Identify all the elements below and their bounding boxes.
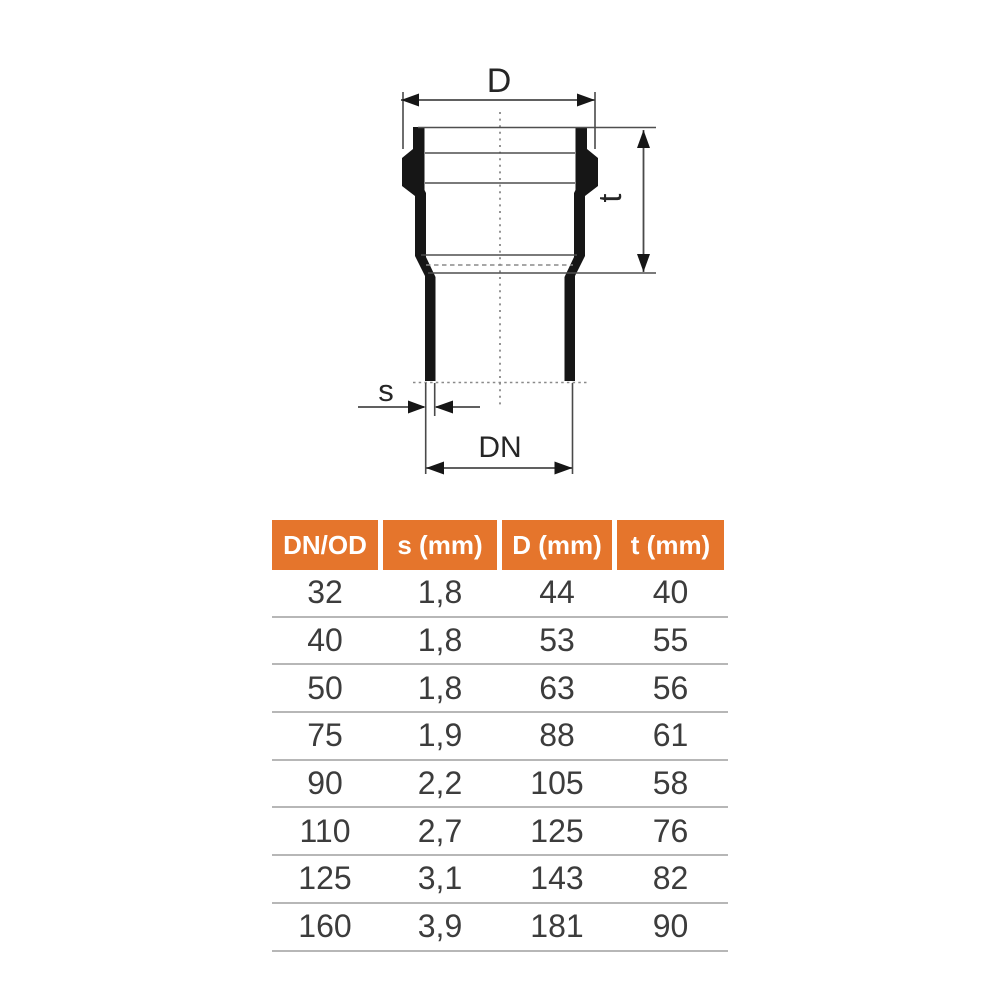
dimension-t xyxy=(592,130,650,272)
arrow-left-icon xyxy=(426,462,444,475)
cell-d: 63 xyxy=(539,669,575,706)
cell-t: 76 xyxy=(652,812,689,849)
cell-t: 55 xyxy=(652,622,689,659)
cell-s: 1,8 xyxy=(417,622,463,659)
header-s-mm: s (mm) xyxy=(383,520,497,570)
cell-dn-od: 75 xyxy=(307,717,343,754)
header-d-mm: D (mm) xyxy=(502,520,612,570)
label-t: t xyxy=(592,193,628,203)
cell-dn-od: 90 xyxy=(307,765,343,802)
cell-d: 181 xyxy=(530,908,584,945)
cell-d: 105 xyxy=(530,765,584,802)
arrow-right-icon xyxy=(577,94,595,107)
dimension-s xyxy=(358,373,480,414)
cell-t: 90 xyxy=(652,908,689,945)
label-D: D xyxy=(486,62,512,100)
cell-d: 143 xyxy=(530,860,584,897)
dimension-D xyxy=(401,62,595,107)
arrow-right-icon xyxy=(408,401,426,414)
socket-profile-left xyxy=(402,127,436,381)
cell-dn-od: 160 xyxy=(298,908,352,945)
cell-d: 125 xyxy=(530,812,584,849)
table-row xyxy=(272,904,728,952)
cell-s: 3,1 xyxy=(417,860,463,897)
header-t-mm: t (mm) xyxy=(617,520,724,570)
cell-t: 58 xyxy=(652,765,689,802)
arrow-down-icon xyxy=(637,254,650,272)
cell-s: 2,7 xyxy=(417,812,463,849)
table-row xyxy=(272,665,728,713)
cell-t: 82 xyxy=(652,860,689,897)
table-row xyxy=(272,761,728,809)
cell-s: 1,9 xyxy=(417,717,463,754)
socket-profile-right xyxy=(565,127,599,381)
cell-s: 2,2 xyxy=(417,765,463,802)
arrow-left-icon xyxy=(435,401,453,414)
cell-s: 1,8 xyxy=(417,669,463,706)
dimension-DN xyxy=(426,431,573,475)
cell-d: 88 xyxy=(539,717,575,754)
arrow-right-icon xyxy=(555,462,573,475)
table-row xyxy=(272,713,728,761)
table-row xyxy=(272,856,728,904)
cell-dn-od: 50 xyxy=(307,669,343,706)
header-dn-od: DN/OD xyxy=(272,520,378,570)
arrow-up-icon xyxy=(637,130,650,148)
table-row xyxy=(272,808,728,856)
label-s: s xyxy=(378,373,394,408)
cell-t: 56 xyxy=(652,669,689,706)
table-header-row xyxy=(272,520,724,570)
cell-dn-od: 32 xyxy=(307,574,343,611)
label-DN: DN xyxy=(478,431,522,464)
cell-dn-od: 125 xyxy=(298,860,352,897)
table-row xyxy=(272,570,728,618)
cell-s: 1,8 xyxy=(417,574,463,611)
cell-d: 44 xyxy=(539,574,575,611)
dimension-table xyxy=(272,520,728,952)
cell-t: 40 xyxy=(652,574,689,611)
cell-s: 3,9 xyxy=(417,908,463,945)
table-row xyxy=(272,618,728,666)
cell-dn-od: 40 xyxy=(307,622,343,659)
cell-dn-od: 110 xyxy=(299,812,351,849)
cell-t: 61 xyxy=(652,717,689,754)
cell-d: 53 xyxy=(539,622,575,659)
